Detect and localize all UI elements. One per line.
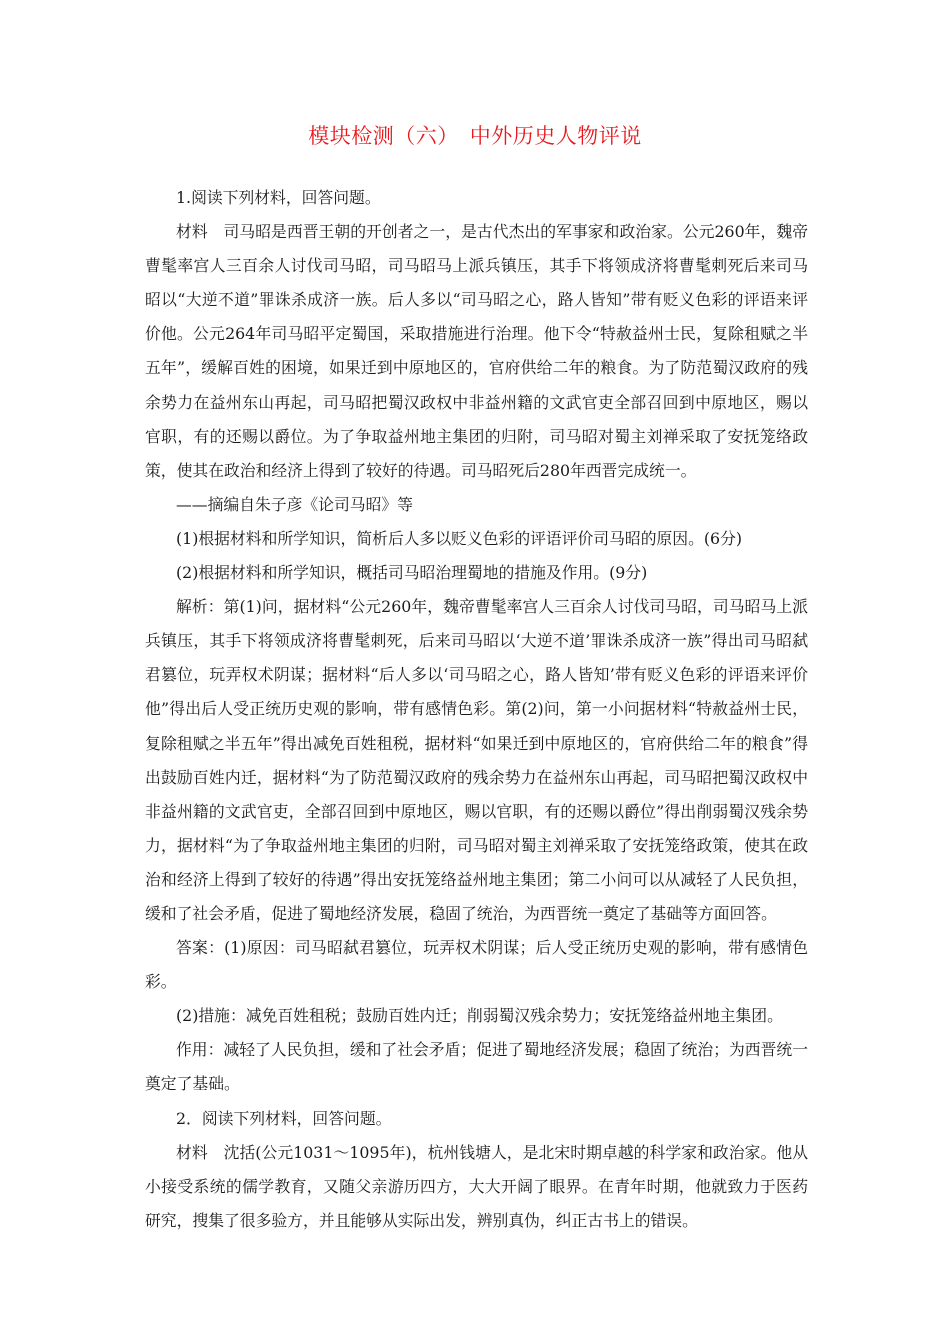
question-1-prompt: 1.阅读下列材料，回答问题。 [176, 188, 381, 207]
question-1-material: 材料 司马昭是西晋王朝的开创者之一，是古代杰出的军事家和政治家。公元260年，魏帝曹髦率宫人三百余人讨伐司马昭，司马昭马上派兵镇压，其手下将领成济将曹髦刺死后来司马昭以“大逆不道”罪诛杀成济一族。后人多以“司马昭之心，路人皆知”带有贬义色彩的评语来评价他。公元264年司马昭平定蜀国，采取措施进行治理。他下令“特赦益州士民，复除租赋之半五年”，缓解百姓的困境，如果迁到中原地区的，官府供给二年的粮食。为了防范蜀汉政府的残余势力在益州东山再起，司马昭把蜀汉政权中非益州籍的文武官吏全部召回到中原地区，赐以官职，有的还赐以爵位。为了争取益州地主集团的归附，司马昭对蜀主刘禅采取了安抚笼络政策，使其在政治和经济上得到了较好的待遇。司马昭死后280年西晋完成统一。 [145, 222, 808, 480]
document-title: 模块检测（六） 中外历史人物评说 [308, 124, 642, 148]
sub-question-2: (2)根据材料和所学知识，概括司马昭治理蜀地的措施及作用。(9分) [176, 563, 648, 583]
question-2-material: 材料 沈括(公元1031～1095年)，杭州钱塘人，是北宋时期卓越的科学家和政治家。他从小接受系统的儒学教育，又随父亲游历四方，大大开阔了眼界。在青年时期，他就致力于医药研究，搜集了很多验方，并且能够从实际出发，辨别真伪，纠正古书上的错误。 [145, 1142, 808, 1230]
answer-part-2-measures: (2)措施：减免百姓租税；鼓励百姓内迁；削弱蜀汉残余势力；安抚笼络益州地主集团。 [176, 1006, 783, 1026]
sub-question-1: (1)根据材料和所学知识，简析后人多以贬义色彩的评语评价司马昭的原因。(6分) [176, 528, 743, 548]
analysis-paragraph: 解析：第(1)问，据材料“公元260年，魏帝曹髦率宫人三百余人讨伐司马昭，司马昭马上派兵镇压，其手下将领成济将曹髦刺死，后来司马昭以‘大逆不道’罪诛杀成济一族”得出司马昭弑君篡位，玩弄权术阴谋；据材料“后人多以‘司马昭之心，路人皆知’带有贬义色彩的评语来评价他”得出后人受正统历史观的影响，带有感情色彩。第(2)问，第一小问据材料“特赦益州士民，复除租赋之半五年”得出减免百姓租税，据材料“如果迁到中原地区的，官府供给二年的粮食”得出鼓励百姓内迁，据材料“为了防范蜀汉政府的残余势力在益州东山再起，司马昭把蜀汉政权中非益州籍的文武官吏，全部召回到中原地区，赐以官职，有的还赐以爵位”得出削弱蜀汉残余势力，据材料“为了争取益州地主集团的归附，司马昭对蜀主刘禅采取了安抚笼络政策，使其在政治和经济上得到了较好的待遇”得出安抚笼络益州地主集团；第二小问可以从减轻了人民负担，缓和了社会矛盾，促进了蜀地经济发展，稳固了统治，为西晋统一奠定了基础等方面回答。 [145, 597, 808, 923]
answer-part-2-effects: 作用：减轻了人民负担，缓和了社会矛盾；促进了蜀地经济发展；稳固了统治；为西晋统一奠定了基础。 [145, 1040, 808, 1094]
material-source: ——摘编自朱子彦《论司马昭》等 [176, 494, 413, 514]
answer-part-1: 答案：(1)原因：司马昭弑君篡位，玩弄权术阴谋；后人受正统历史观的影响，带有感情色彩。 [145, 938, 808, 992]
question-2-prompt: 2．阅读下列材料，回答问题。 [176, 1108, 392, 1128]
document-body [145, 181, 808, 1238]
